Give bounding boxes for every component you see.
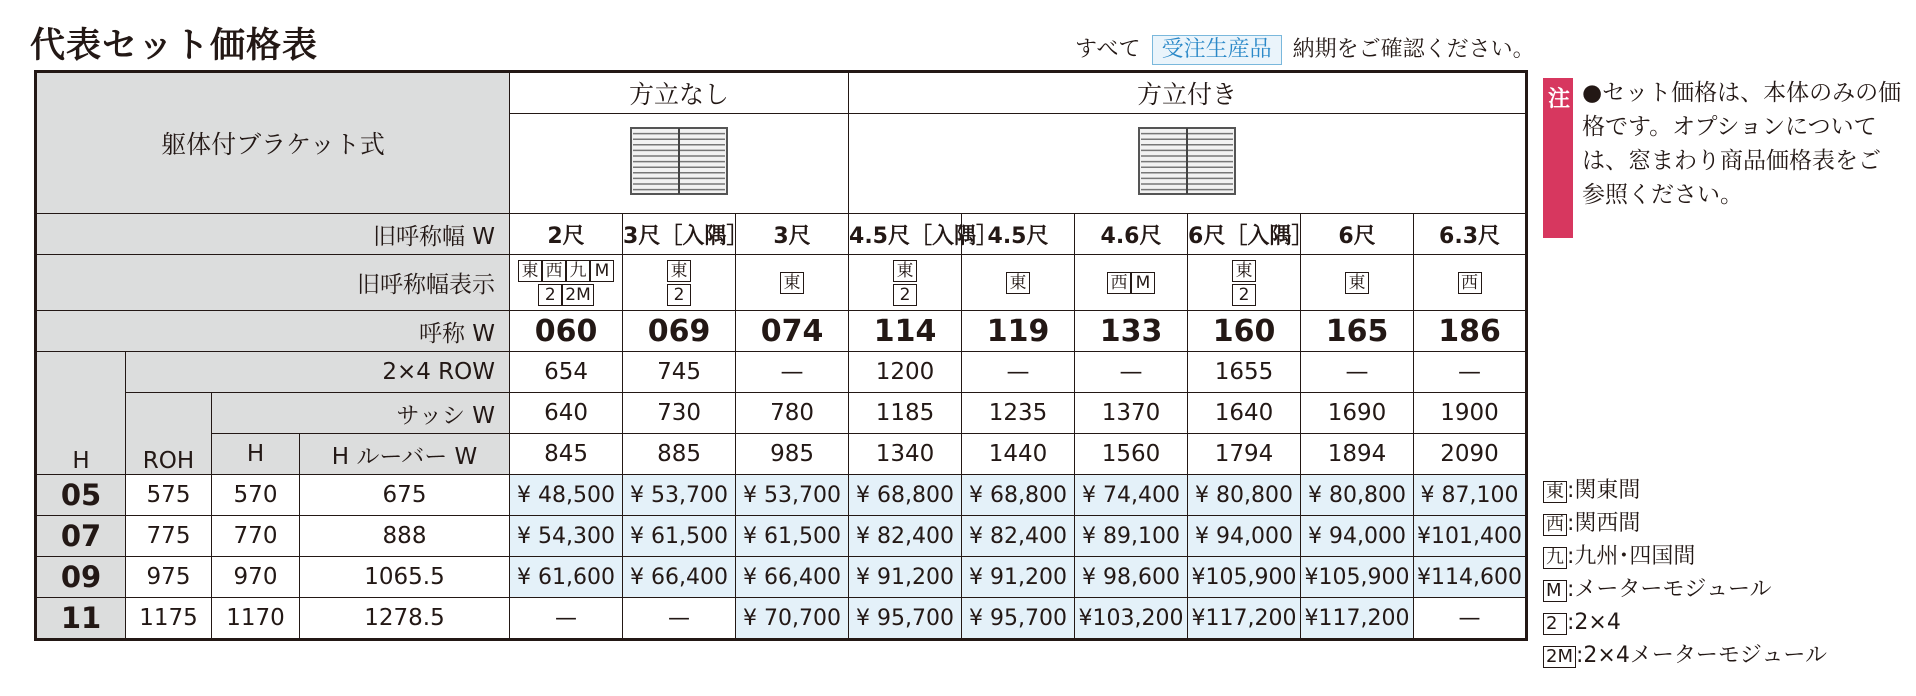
region-badge: M	[590, 260, 614, 282]
h-code-cell: 07	[36, 516, 126, 557]
region-badge: 九	[566, 260, 590, 282]
region-badge: 西	[1107, 272, 1131, 294]
row-label-louver: H ルーバー W	[300, 434, 510, 475]
nominal-cell: 186	[1414, 311, 1527, 352]
price-cell: ¥103,200	[1075, 598, 1188, 640]
legend-text: :関東間	[1567, 478, 1641, 503]
page-title: 代表セット価格表	[30, 26, 319, 66]
price-cell: ¥ 68,800	[962, 475, 1075, 516]
price-cell: ¥ 82,400	[962, 516, 1075, 557]
legend-text: :2×4メーターモジュール	[1575, 643, 1827, 668]
price-cell: ¥117,200	[1301, 598, 1414, 640]
region-badge: 東	[1345, 272, 1369, 294]
badge-cell	[623, 255, 736, 311]
louver-cell: 1440	[962, 434, 1075, 475]
badge-cell	[962, 255, 1075, 311]
row-2x4-cell: —	[962, 352, 1075, 393]
group-header-with-mullion: 方立付き	[849, 72, 1527, 114]
legend-badge: 2M	[1543, 646, 1576, 668]
legend-text: :2×4	[1567, 610, 1621, 635]
nominal-cell: 114	[849, 311, 962, 352]
legend-item	[1543, 507, 1827, 540]
price-cell: ¥ 53,700	[623, 475, 736, 516]
sash-cell: 780	[736, 393, 849, 434]
roh-cell: 1175	[126, 598, 212, 640]
legend-text: :メーターモジュール	[1567, 577, 1772, 602]
price-cell: ¥ 66,400	[623, 557, 736, 598]
nominal-cell: 119	[962, 311, 1075, 352]
badge-cell	[736, 255, 849, 311]
group-header-no-mullion: 方立なし	[510, 72, 849, 114]
price-cell: ¥ 94,000	[1188, 516, 1301, 557]
old-width-cell: 6.3尺	[1414, 214, 1527, 255]
old-width-cell: 4.5尺［入隅］	[849, 214, 962, 255]
legend-badge: 東	[1543, 481, 1567, 503]
price-cell: ¥ 95,700	[962, 598, 1075, 640]
badge-cell	[849, 255, 962, 311]
old-width-cell: 3尺［入隅］	[623, 214, 736, 255]
badge-cell	[1414, 255, 1527, 311]
region-badge: 東	[780, 272, 804, 294]
h-cell: 1170	[212, 598, 300, 640]
region-badge: 東	[893, 260, 917, 282]
price-cell: ¥117,200	[1188, 598, 1301, 640]
louver-cell: 2090	[1414, 434, 1527, 475]
price-cell: ¥ 98,600	[1075, 557, 1188, 598]
module-badge: 2	[893, 284, 917, 306]
price-cell: ¥ 82,400	[849, 516, 962, 557]
sash-cell: 1235	[962, 393, 1075, 434]
price-cell: ¥ 68,800	[849, 475, 962, 516]
price-cell: ¥ 66,400	[736, 557, 849, 598]
module-badge: 2	[667, 284, 691, 306]
price-cell: ¥ 95,700	[849, 598, 962, 640]
legend-badge: 九	[1543, 547, 1567, 569]
roh-cell: 775	[126, 516, 212, 557]
sash-cell: 640	[510, 393, 623, 434]
module-badge: 2M	[562, 284, 593, 306]
price-cell: ¥ 48,500	[510, 475, 623, 516]
sash-cell: 1370	[1075, 393, 1188, 434]
nominal-cell: 165	[1301, 311, 1414, 352]
col-label-h: H	[212, 434, 300, 475]
nominal-cell: 133	[1075, 311, 1188, 352]
louver-cell: 885	[623, 434, 736, 475]
price-cell: ¥ 94,000	[1301, 516, 1414, 557]
region-badge: 東	[1232, 260, 1256, 282]
roh-cell: 575	[126, 475, 212, 516]
row-2x4-cell: —	[1075, 352, 1188, 393]
price-cell: ¥ 80,800	[1301, 475, 1414, 516]
legend-item	[1543, 573, 1827, 606]
price-cell: —	[510, 598, 623, 640]
row-2x4-cell: 745	[623, 352, 736, 393]
price-cell: ¥ 80,800	[1188, 475, 1301, 516]
sash-cell: 1185	[849, 393, 962, 434]
price-cell: ¥ 61,500	[736, 516, 849, 557]
louver-cell: 1340	[849, 434, 962, 475]
legend-badge: 西	[1543, 514, 1567, 536]
legend-text: :関西間	[1567, 511, 1641, 536]
h-code-cell: 05	[36, 475, 126, 516]
price-cell: —	[1414, 598, 1527, 640]
price-cell: ¥105,900	[1188, 557, 1301, 598]
order-note-suffix: 納期をご確認ください。	[1292, 37, 1535, 62]
louver-cell: 1794	[1188, 434, 1301, 475]
legend-item	[1543, 639, 1827, 672]
old-width-cell: 2尺	[510, 214, 623, 255]
note-marker-label: 注	[1548, 87, 1571, 112]
louver-cell: 985	[736, 434, 849, 475]
nominal-cell: 074	[736, 311, 849, 352]
region-badge: 東	[518, 260, 542, 282]
row-label-old-width: 旧呼称幅 W	[36, 214, 510, 255]
louver-h-cell: 888	[300, 516, 510, 557]
sash-cell: 1640	[1188, 393, 1301, 434]
price-cell: ¥114,600	[1414, 557, 1527, 598]
module-badge: 2	[1232, 284, 1256, 306]
price-cell: ¥ 53,700	[736, 475, 849, 516]
price-cell: ¥ 91,200	[962, 557, 1075, 598]
sash-cell: 1900	[1414, 393, 1527, 434]
row-2x4-cell: 654	[510, 352, 623, 393]
row-label-sash: サッシ W	[212, 393, 510, 434]
price-table	[34, 70, 1528, 641]
label-spacer-roh: ROH	[126, 393, 212, 475]
row-2x4-cell: —	[736, 352, 849, 393]
price-cell: ¥ 54,300	[510, 516, 623, 557]
product-image-with-mullion	[849, 114, 1527, 214]
row-2x4-cell: 1200	[849, 352, 962, 393]
corner-label: 躯体付ブラケット式	[36, 72, 510, 214]
price-cell: ¥ 87,100	[1414, 475, 1527, 516]
price-cell: ¥101,400	[1414, 516, 1527, 557]
h-code-cell: 11	[36, 598, 126, 640]
order-note-prefix: すべて	[1075, 37, 1141, 62]
module-badge: 2	[538, 284, 562, 306]
row-label-2x4: 2×4 ROW	[126, 352, 510, 393]
roh-cell: 975	[126, 557, 212, 598]
old-width-cell: 4.6尺	[1075, 214, 1188, 255]
h-code-cell: 09	[36, 557, 126, 598]
old-width-cell: 6尺	[1301, 214, 1414, 255]
price-cell: ¥ 91,200	[849, 557, 962, 598]
louver-cell: 1894	[1301, 434, 1414, 475]
h-cell: 970	[212, 557, 300, 598]
badge-cell	[1301, 255, 1414, 311]
legend-item	[1543, 606, 1827, 639]
row-2x4-cell: 1655	[1188, 352, 1301, 393]
legend-item	[1543, 474, 1827, 507]
price-cell: —	[623, 598, 736, 640]
region-badge: M	[1131, 272, 1155, 294]
badge-cell	[1188, 255, 1301, 311]
order-note	[1075, 32, 1535, 65]
louver-cell: 845	[510, 434, 623, 475]
price-cell: ¥ 61,600	[510, 557, 623, 598]
sash-cell: 730	[623, 393, 736, 434]
label-spacer-h: H	[36, 352, 126, 475]
old-width-cell: 3尺	[736, 214, 849, 255]
price-note: ●セット価格は、本体のみの価格です。オプションについては、窓まわり商品価格表をご参照ください。	[1582, 80, 1902, 208]
region-badge: 西	[542, 260, 566, 282]
h-cell: 770	[212, 516, 300, 557]
product-image-no-mullion	[510, 114, 849, 214]
made-to-order-tag: 受注生産品	[1152, 35, 1282, 65]
row-label-nominal: 呼称 W	[36, 311, 510, 352]
legend-item	[1543, 540, 1827, 573]
badge-cell	[1075, 255, 1188, 311]
louver-h-cell: 675	[300, 475, 510, 516]
old-width-cell: 4.5尺	[962, 214, 1075, 255]
row-label-old-width-display: 旧呼称幅表示	[36, 255, 510, 311]
legend-badge: 2	[1543, 613, 1567, 635]
h-cell: 570	[212, 475, 300, 516]
nominal-cell: 060	[510, 311, 623, 352]
region-badge: 東	[1006, 272, 1030, 294]
nominal-cell: 160	[1188, 311, 1301, 352]
badge-legend	[1543, 474, 1827, 672]
badge-cell	[510, 255, 623, 311]
legend-text: :九州･四国間	[1567, 544, 1696, 569]
price-cell: ¥ 61,500	[623, 516, 736, 557]
region-badge: 東	[667, 260, 691, 282]
nominal-cell: 069	[623, 311, 736, 352]
price-cell: ¥ 74,400	[1075, 475, 1188, 516]
price-cell: ¥105,900	[1301, 557, 1414, 598]
louver-h-cell: 1278.5	[300, 598, 510, 640]
sash-cell: 1690	[1301, 393, 1414, 434]
louver-h-cell: 1065.5	[300, 557, 510, 598]
old-width-cell: 6尺［入隅］	[1188, 214, 1301, 255]
region-badge: 西	[1458, 272, 1482, 294]
legend-badge: M	[1543, 580, 1567, 602]
price-cell: ¥ 70,700	[736, 598, 849, 640]
row-2x4-cell: —	[1301, 352, 1414, 393]
louver-cell: 1560	[1075, 434, 1188, 475]
row-2x4-cell: —	[1414, 352, 1527, 393]
price-cell: ¥ 89,100	[1075, 516, 1188, 557]
